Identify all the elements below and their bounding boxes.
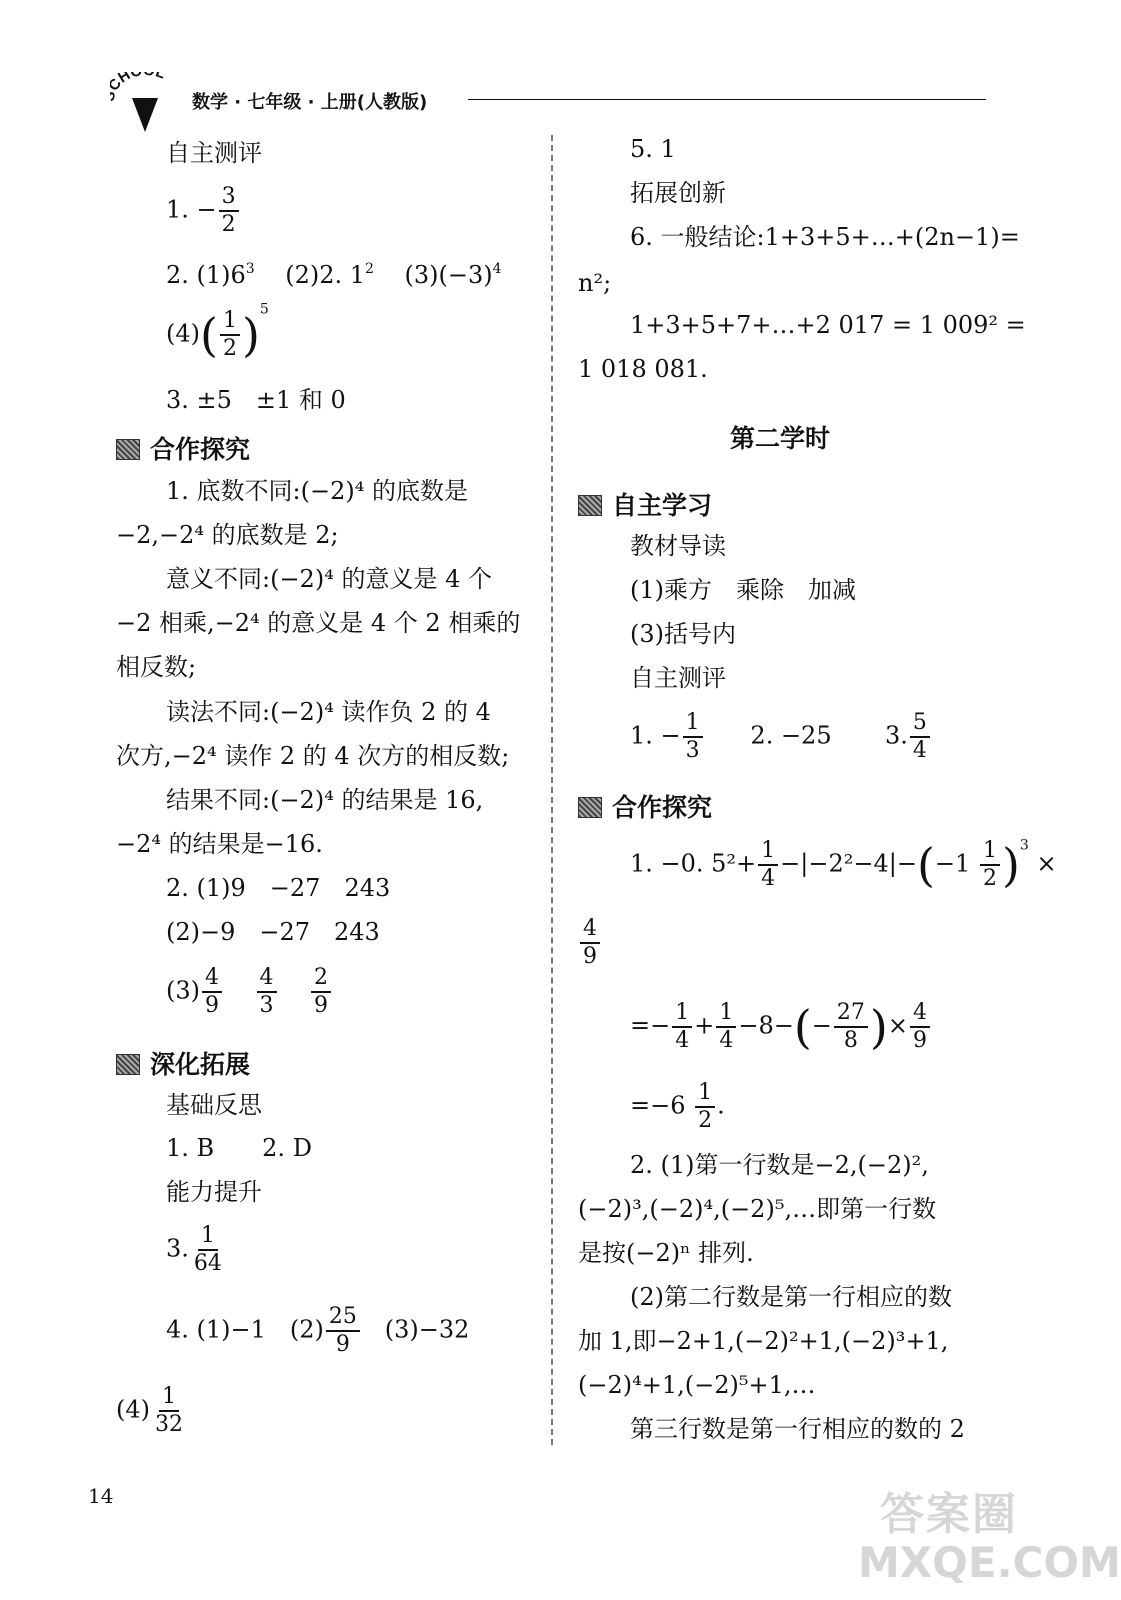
section-marker-icon: [578, 797, 602, 818]
coop-line-9: −2⁴ 的结果是−16.: [116, 830, 323, 858]
coop-answer-2-2: (2)−9 −27 243: [166, 918, 380, 946]
heading-self-test: 自主测评: [166, 139, 262, 167]
expr-line-1-cont: $\frac{4}{9}$: [578, 916, 602, 970]
answer-2-4: (4)( $\frac{1}{2}$ )$^5$: [166, 301, 269, 362]
pattern-line-1: 2. (1)第一行数是−2,(−2)²,: [630, 1151, 929, 1179]
section-marker-icon: [116, 439, 140, 460]
page-number: 14: [88, 1484, 114, 1508]
pattern-line-2: (−2)³,(−2)⁴,(−2)⁵,…即第一行数: [578, 1195, 937, 1223]
section-cooperation: 合作探究: [116, 430, 250, 466]
innovate-line-1: 6. 一般结论:1+3+5+…+(2n−1)=: [630, 223, 1020, 251]
ability-answer-4-4: (4) $\frac{1}{32}$: [116, 1384, 183, 1437]
coop-line-6: 读法不同:(−2)⁴ 读作负 2 的 4: [166, 698, 491, 726]
innovate-line-3: 1+3+5+7+…+2 017 = 1 009² =: [630, 311, 1026, 339]
watermark-logo: 答案圈: [880, 1489, 1018, 1540]
coop-answer-2-1: 2. (1)9 −27 243: [166, 874, 391, 902]
answer-2: 2. $(1)6^3$ (2)2. $1^2$ $(3)(-3)^4$: [166, 261, 502, 289]
header-title: 数学 · 七年级 · 上册(人教版): [192, 92, 428, 113]
pattern-line-7: 第三行数是第一行相应的数的 2: [630, 1415, 965, 1443]
textbook-line-3: (3)括号内: [630, 620, 736, 648]
self-test-answers: 1. − $\frac{1}{3}$ 2. −25 3. $\frac{5}{4}$: [630, 710, 932, 764]
coop-line-7: 次方,−2⁴ 读作 2 的 4 次方的相反数;: [116, 742, 510, 770]
pattern-line-3: 是按(−2)ⁿ 排列.: [578, 1239, 754, 1267]
expr-line-3: =−6 $\frac{1}{2}$ .: [630, 1080, 725, 1133]
pattern-line-4: (2)第二行数是第一行相应的数: [630, 1283, 952, 1311]
column-divider: [551, 135, 553, 1445]
answer-3: 3. ±5 ±1 和 0: [166, 386, 346, 414]
coop-line-4: −2 相乘,−2⁴ 的意义是 4 个 2 相乘的: [116, 609, 521, 637]
heading-basic: 基础反思: [166, 1091, 262, 1119]
school-logo: [110, 72, 180, 134]
heading-innovate: 拓展创新: [630, 179, 726, 207]
heading-self-test-2: 自主测评: [630, 664, 726, 692]
section-deepen: 深化拓展: [116, 1045, 250, 1081]
innovate-line-4: 1 018 081.: [578, 355, 708, 383]
coop-answer-2-3: (3) $\frac{4}{9}$ $\frac{4}{3}$ $\frac{2}{9}$: [166, 965, 333, 1019]
textbook-line-1: (1)乘方 乘除 加减: [630, 576, 856, 604]
answer-1: 1. − $\frac{3}{2}$: [166, 184, 241, 238]
watermark-url: MXQE.COM: [858, 1538, 1121, 1587]
expr-line-2: =− $\frac{1}{4}$ + $\frac{1}{4}$ −8−(− $\frac{27}{8}$ )× $\frac{4}{9}$: [630, 1000, 932, 1054]
header-rule: [468, 99, 986, 100]
pattern-line-6: (−2)⁴+1,(−2)⁵+1,…: [578, 1371, 816, 1399]
lesson-title: 第二学时: [730, 424, 831, 453]
innovate-line-2: n²;: [578, 269, 612, 297]
coop-line-1: 1. 底数不同:(−2)⁴ 的底数是: [166, 477, 468, 505]
heading-ability: 能力提升: [166, 1178, 262, 1206]
section-self-study: 自主学习: [578, 486, 712, 522]
coop-line-8: 结果不同:(−2)⁴ 的结果是 16,: [166, 786, 484, 814]
basic-answers: 1. B 2. D: [166, 1134, 312, 1162]
expr-line-1: 1. −0. 5²+ $\frac{1}{4}$ −|−2²−4|−(−1 $\frac{1}{2}$ )$^3$ ×: [630, 837, 1057, 892]
coop-line-3: 意义不同:(−2)⁴ 的意义是 4 个: [166, 565, 492, 593]
logo-text: H L: [115, 72, 168, 87]
section-cooperation-2: 合作探究: [578, 788, 712, 824]
coop-line-2: −2,−2⁴ 的底数是 2;: [116, 521, 339, 549]
section-marker-icon: [116, 1054, 140, 1075]
answer-5: 5. 1: [630, 135, 676, 163]
pattern-line-5: 加 1,即−2+1,(−2)²+1,(−2)³+1,: [578, 1327, 949, 1355]
ability-answer-3: 3. $\frac{1}{64}$: [166, 1223, 222, 1276]
section-marker-icon: [578, 495, 602, 516]
ability-answer-4: 4. (1)−1 (2) $\frac{25}{9}$ (3)−32: [166, 1304, 470, 1357]
heading-textbook: 教材导读: [630, 532, 726, 560]
coop-line-5: 相反数;: [116, 653, 197, 681]
